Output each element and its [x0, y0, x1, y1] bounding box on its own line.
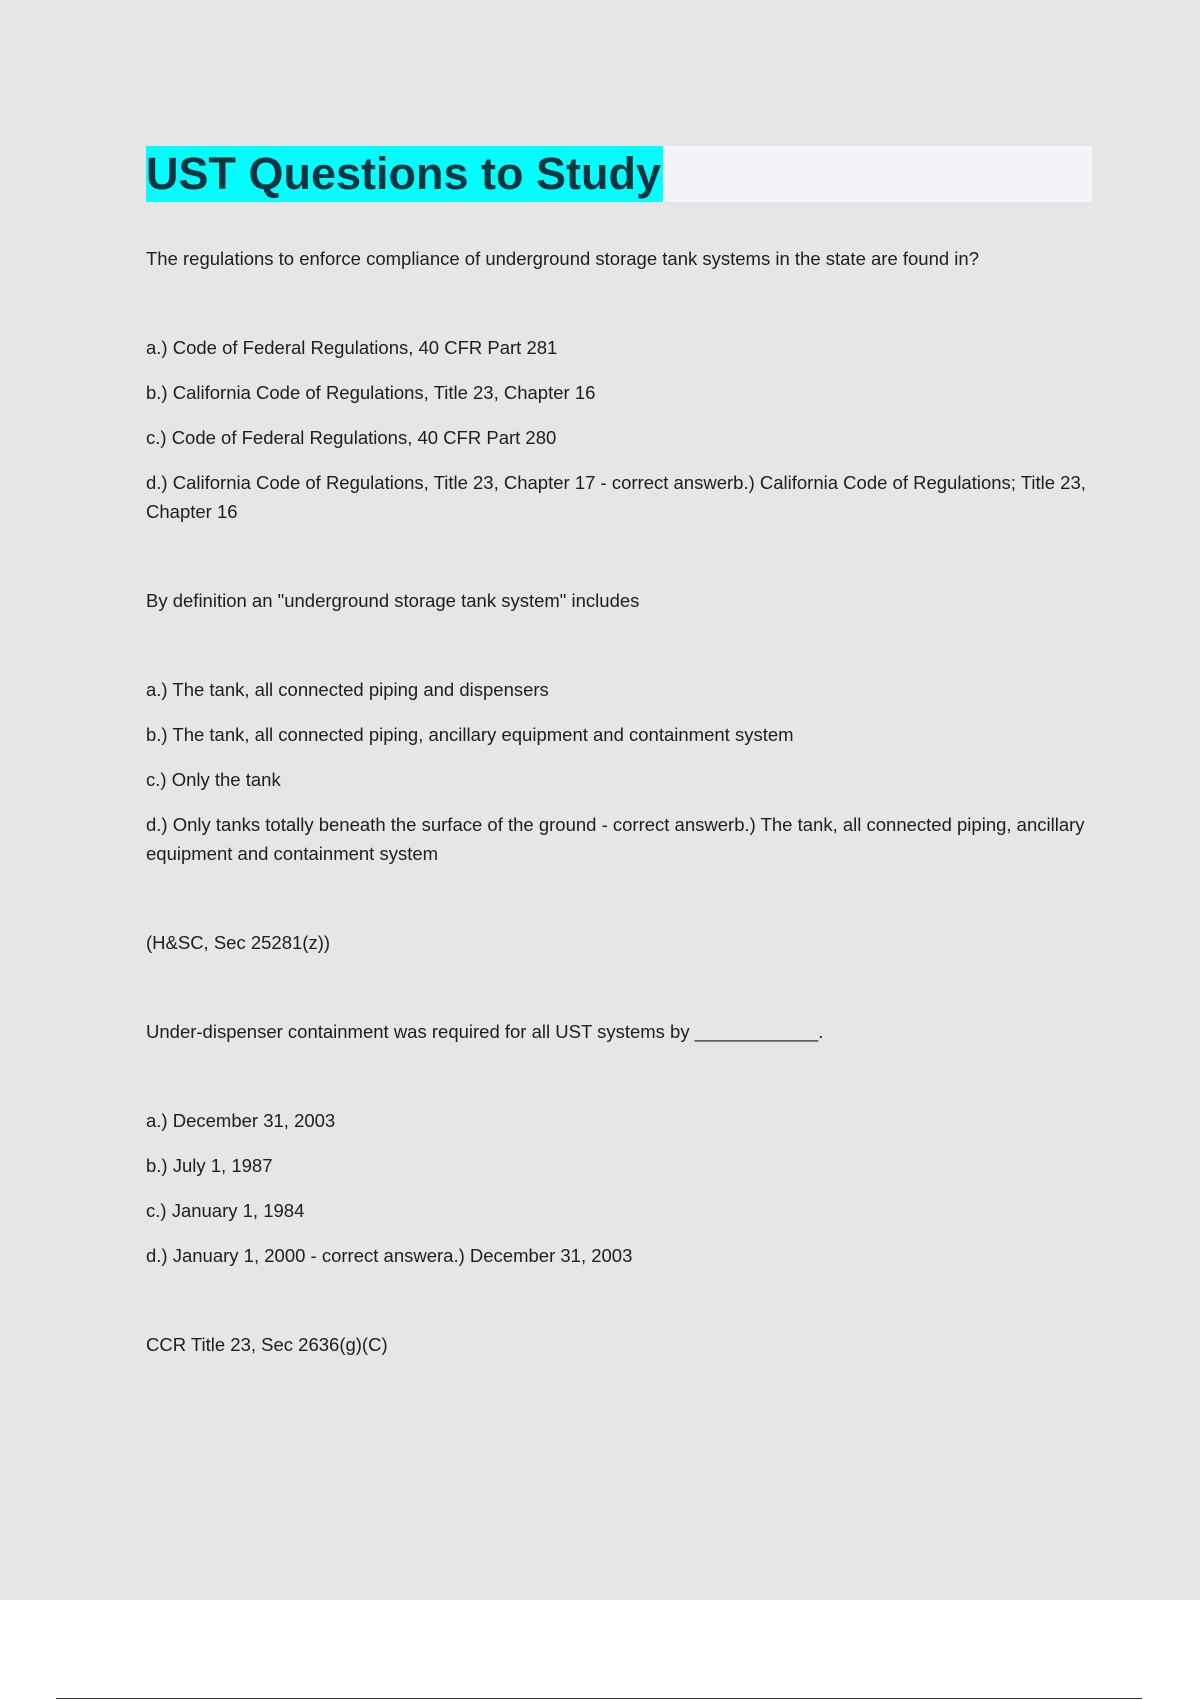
question-1-option-c: c.) Code of Federal Regulations, 40 CFR Part 280: [146, 427, 557, 448]
question-2-options: [146, 675, 1092, 868]
document-title: UST Questions to Study: [146, 146, 663, 202]
question-3-option-a: a.) December 31, 2003: [146, 1110, 336, 1131]
question-2-reference: (H&SC, Sec 25281(z)): [146, 932, 331, 953]
footer-divider: [56, 1698, 1142, 1699]
question-1-option-b: b.) California Code of Regulations, Title 23, Chapter 16: [146, 382, 596, 403]
question-1-option-d: d.) California Code of Regulations, Title 23, Chapter 17 - correct answerb.) California Code of Regulations; Title 23, Chapter 16: [146, 472, 1086, 522]
question-3-option-c: c.) January 1, 1984: [146, 1200, 305, 1221]
question-2-option-b: b.) The tank, all connected piping, ancillary equipment and containment system: [146, 724, 794, 745]
document-content: [146, 146, 1092, 1359]
question-3-option-b: b.) July 1, 1987: [146, 1155, 273, 1176]
question-2-text: By definition an "underground storage tank system" includes: [146, 590, 640, 611]
question-1-text: The regulations to enforce compliance of underground storage tank systems in the state are found in?: [146, 248, 979, 269]
question-3-text: Under-dispenser containment was required for all UST systems by ____________.: [146, 1021, 824, 1042]
title-bar: [146, 146, 1092, 202]
question-2-option-a: a.) The tank, all connected piping and dispensers: [146, 679, 549, 700]
question-1-options: [146, 333, 1092, 526]
question-2-option-c: c.) Only the tank: [146, 769, 281, 790]
question-3-option-d: d.) January 1, 2000 - correct answera.) December 31, 2003: [146, 1245, 633, 1266]
question-3-options: [146, 1106, 1092, 1270]
question-1-option-a: a.) Code of Federal Regulations, 40 CFR Part 281: [146, 337, 558, 358]
question-3-reference: CCR Title 23, Sec 2636(g)(C): [146, 1334, 388, 1355]
question-2-option-d: d.) Only tanks totally beneath the surface of the ground - correct answerb.) The tank, all connected piping, ancillary equipment and containment system: [146, 814, 1085, 864]
